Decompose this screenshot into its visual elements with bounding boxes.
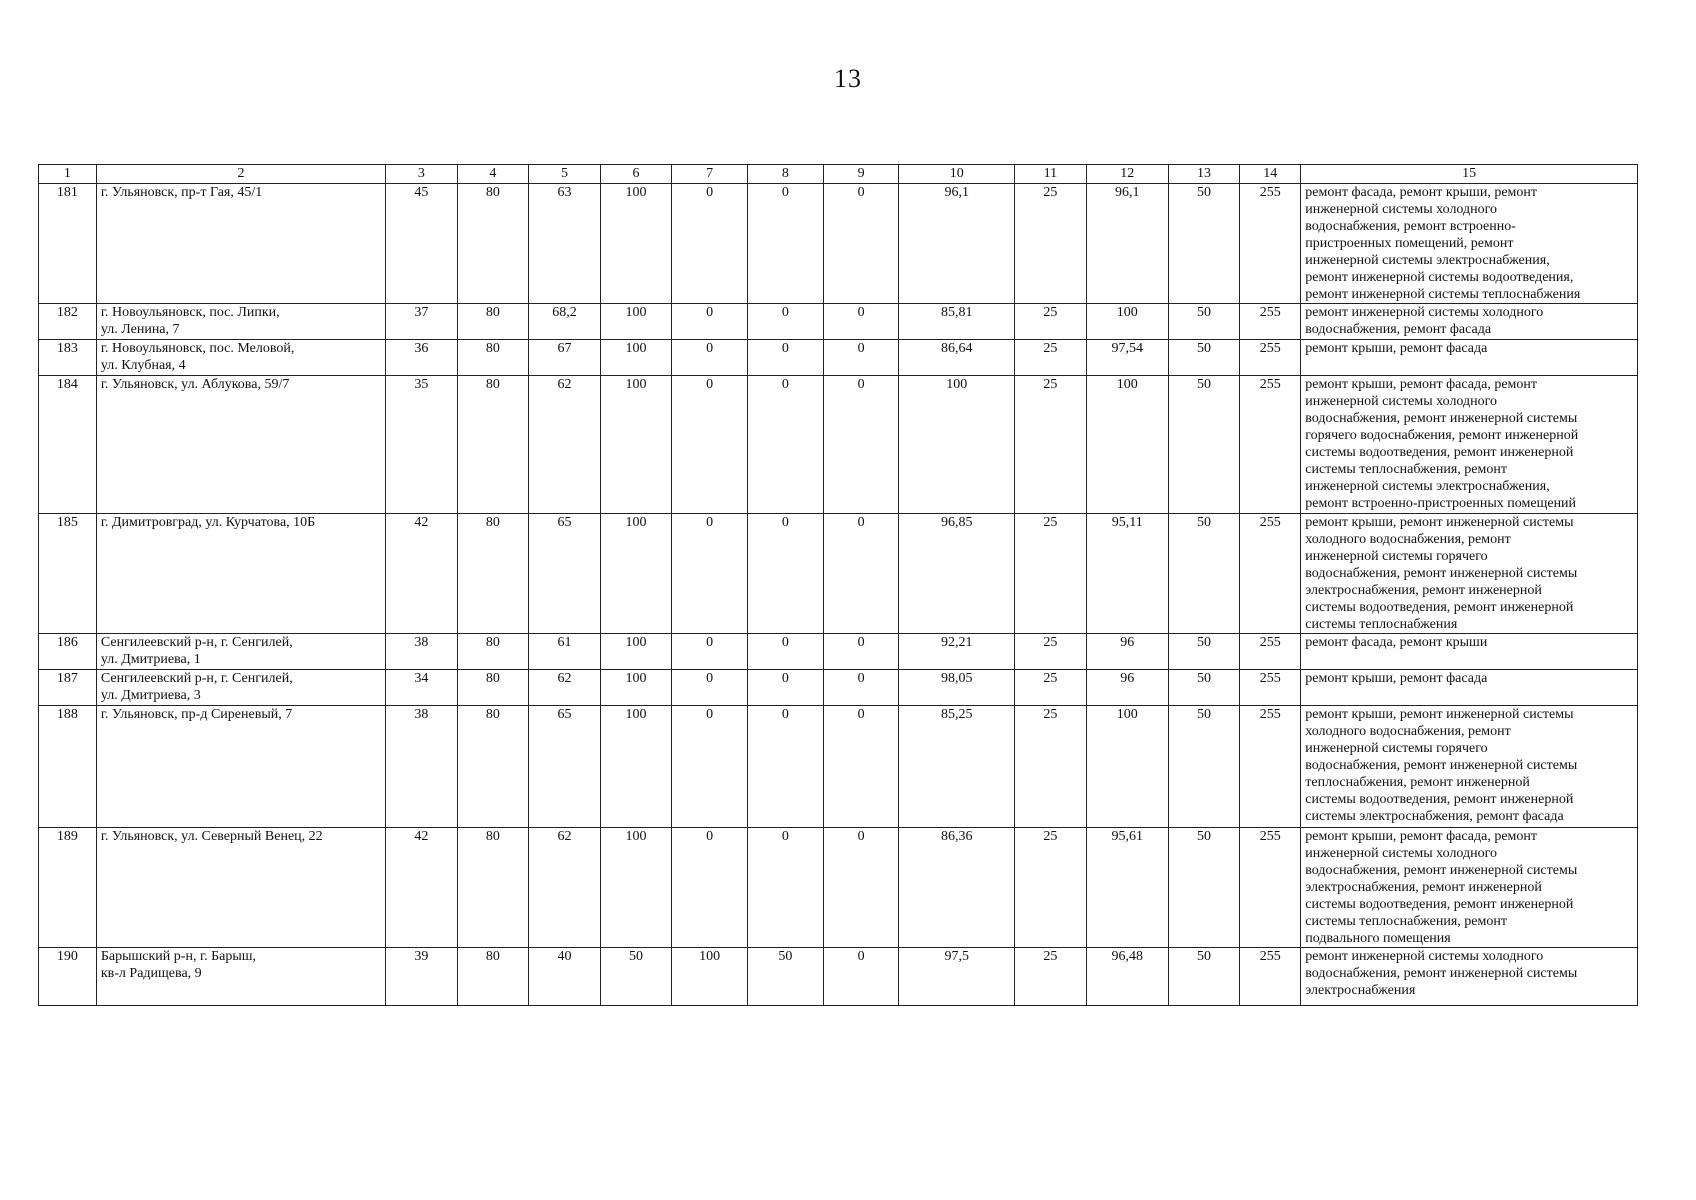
- value-cell-c10: 92,21: [899, 634, 1015, 670]
- value-cell-c10: 98,05: [899, 670, 1015, 706]
- value-cell-c13: 50: [1168, 634, 1240, 670]
- value-cell-c8: 0: [747, 634, 823, 670]
- row-number: 181: [39, 184, 97, 304]
- value-cell-c5: 62: [529, 828, 601, 948]
- works-line: теплоснабжения, ремонт инженерной: [1305, 775, 1530, 790]
- value-cell-c12: 96,1: [1086, 184, 1168, 304]
- row-number: 188: [39, 706, 97, 828]
- table-row: [39, 184, 1638, 304]
- works-line: водоснабжения, ремонт встроенно-: [1305, 219, 1516, 234]
- value-cell-c6: 100: [600, 304, 672, 340]
- value-cell-c4: 80: [457, 376, 529, 514]
- value-cell-c8: 0: [747, 514, 823, 634]
- value-cell-c7: 0: [672, 376, 748, 514]
- table-row: [39, 828, 1638, 948]
- column-header-8: 8: [747, 165, 823, 184]
- value-cell-c4: 80: [457, 304, 529, 340]
- value-cell-c7: 0: [672, 828, 748, 948]
- works-line: системы теплоснабжения, ремонт: [1305, 914, 1507, 929]
- value-cell-c7: 0: [672, 706, 748, 828]
- column-header-15: 15: [1301, 165, 1638, 184]
- value-cell-c6: 50: [600, 948, 672, 1006]
- value-cell-c10: 86,36: [899, 828, 1015, 948]
- value-cell-c11: 25: [1015, 948, 1087, 1006]
- value-cell-c8: 0: [747, 376, 823, 514]
- column-header-10: 10: [899, 165, 1015, 184]
- value-cell-c9: 0: [823, 340, 899, 376]
- column-header-4: 4: [457, 165, 529, 184]
- value-cell-c13: 50: [1168, 376, 1240, 514]
- address-line: Сенгилеевский р-н, г. Сенгилей,: [100, 635, 293, 650]
- address-line: ул. Дмитриева, 1: [100, 652, 201, 667]
- address-line: ул. Ленина, 7: [100, 322, 180, 337]
- value-cell-c8: 50: [747, 948, 823, 1006]
- value-cell-c10: 85,81: [899, 304, 1015, 340]
- value-cell-c10: 97,5: [899, 948, 1015, 1006]
- address-cell: [96, 828, 385, 948]
- works-line: системы теплоснабжения: [1305, 617, 1458, 632]
- row-number: 183: [39, 340, 97, 376]
- works-cell: [1301, 948, 1638, 1006]
- works-cell: [1301, 304, 1638, 340]
- value-cell-c11: 25: [1015, 828, 1087, 948]
- value-cell-c13: 50: [1168, 304, 1240, 340]
- works-line: ремонт крыши, ремонт фасада: [1305, 671, 1488, 686]
- works-line: ремонт инженерной системы водоотведения,: [1305, 270, 1574, 285]
- value-cell-c13: 50: [1168, 828, 1240, 948]
- works-line: ремонт крыши, ремонт фасада, ремонт: [1305, 377, 1538, 392]
- value-cell-c14: 255: [1240, 184, 1301, 304]
- column-header-5: 5: [529, 165, 601, 184]
- address-line: г. Новоульяновск, пос. Липки,: [100, 305, 280, 320]
- column-header-11: 11: [1015, 165, 1087, 184]
- works-line: ремонт крыши, ремонт инженерной системы: [1305, 515, 1574, 530]
- row-number: 190: [39, 948, 97, 1006]
- address-cell: [96, 706, 385, 828]
- works-line: системы теплоснабжения, ремонт: [1305, 462, 1507, 477]
- repair-table-container: [38, 164, 1638, 1006]
- works-cell: [1301, 828, 1638, 948]
- works-line: ремонт инженерной системы холодного: [1305, 305, 1544, 320]
- works-cell: [1301, 184, 1638, 304]
- value-cell-c5: 63: [529, 184, 601, 304]
- value-cell-c3: 36: [386, 340, 458, 376]
- value-cell-c5: 68,2: [529, 304, 601, 340]
- table-row: [39, 634, 1638, 670]
- row-number: 184: [39, 376, 97, 514]
- address-line: ул. Дмитриева, 3: [100, 688, 201, 703]
- value-cell-c6: 100: [600, 184, 672, 304]
- value-cell-c11: 25: [1015, 304, 1087, 340]
- value-cell-c11: 25: [1015, 340, 1087, 376]
- address-cell: [96, 670, 385, 706]
- works-line: пристроенных помещений, ремонт: [1305, 236, 1514, 251]
- works-line: холодного водоснабжения, ремонт: [1305, 724, 1511, 739]
- value-cell-c9: 0: [823, 514, 899, 634]
- works-cell: [1301, 670, 1638, 706]
- column-header-12: 12: [1086, 165, 1168, 184]
- works-line: системы водоотведения, ремонт инженерной: [1305, 897, 1574, 912]
- works-line: холодного водоснабжения, ремонт: [1305, 532, 1511, 547]
- works-line: ремонт крыши, ремонт фасада, ремонт: [1305, 829, 1538, 844]
- works-line: водоснабжения, ремонт инженерной системы: [1305, 863, 1578, 878]
- table-body: [39, 184, 1638, 1006]
- header-row: [39, 165, 1638, 184]
- value-cell-c7: 0: [672, 670, 748, 706]
- value-cell-c11: 25: [1015, 670, 1087, 706]
- value-cell-c11: 25: [1015, 634, 1087, 670]
- value-cell-c6: 100: [600, 340, 672, 376]
- works-line: водоснабжения, ремонт инженерной системы: [1305, 966, 1578, 981]
- value-cell-c13: 50: [1168, 340, 1240, 376]
- table-row: [39, 670, 1638, 706]
- works-line: ремонт фасада, ремонт крыши, ремонт: [1305, 185, 1538, 200]
- column-header-3: 3: [386, 165, 458, 184]
- column-header-2: 2: [96, 165, 385, 184]
- works-line: инженерной системы холодного: [1305, 394, 1498, 409]
- address-line: Барышский р-н, г. Барыш,: [100, 949, 257, 964]
- works-line: инженерной системы холодного: [1305, 202, 1498, 217]
- value-cell-c4: 80: [457, 340, 529, 376]
- works-line: ремонт инженерной системы теплоснабжения: [1305, 287, 1581, 302]
- value-cell-c13: 50: [1168, 514, 1240, 634]
- value-cell-c14: 255: [1240, 828, 1301, 948]
- address-cell: [96, 376, 385, 514]
- works-line: электроснабжения, ремонт инженерной: [1305, 880, 1542, 895]
- works-line: электроснабжения, ремонт инженерной: [1305, 583, 1542, 598]
- value-cell-c7: 0: [672, 304, 748, 340]
- value-cell-c3: 37: [386, 304, 458, 340]
- works-line: инженерной системы холодного: [1305, 846, 1498, 861]
- value-cell-c10: 96,1: [899, 184, 1015, 304]
- works-line: инженерной системы электроснабжения,: [1305, 479, 1550, 494]
- value-cell-c5: 62: [529, 670, 601, 706]
- value-cell-c12: 96,48: [1086, 948, 1168, 1006]
- value-cell-c12: 96: [1086, 670, 1168, 706]
- value-cell-c6: 100: [600, 376, 672, 514]
- works-line: водоснабжения, ремонт инженерной системы: [1305, 758, 1578, 773]
- address-line: г. Ульяновск, ул. Аблукова, 59/7: [100, 377, 290, 392]
- row-number: 189: [39, 828, 97, 948]
- value-cell-c8: 0: [747, 828, 823, 948]
- works-line: электроснабжения: [1305, 983, 1416, 998]
- address-cell: [96, 184, 385, 304]
- works-line: системы электроснабжения, ремонт фасада: [1305, 809, 1564, 824]
- value-cell-c9: 0: [823, 304, 899, 340]
- value-cell-c7: 0: [672, 514, 748, 634]
- column-header-14: 14: [1240, 165, 1301, 184]
- value-cell-c6: 100: [600, 514, 672, 634]
- works-line: водоснабжения, ремонт инженерной системы: [1305, 566, 1578, 581]
- value-cell-c13: 50: [1168, 948, 1240, 1006]
- value-cell-c12: 100: [1086, 304, 1168, 340]
- value-cell-c9: 0: [823, 948, 899, 1006]
- row-number: 182: [39, 304, 97, 340]
- address-line: г. Ульяновск, пр-т Гая, 45/1: [100, 185, 263, 200]
- value-cell-c4: 80: [457, 828, 529, 948]
- value-cell-c13: 50: [1168, 706, 1240, 828]
- works-line: системы водоотведения, ремонт инженерной: [1305, 792, 1574, 807]
- value-cell-c4: 80: [457, 514, 529, 634]
- value-cell-c12: 100: [1086, 376, 1168, 514]
- value-cell-c14: 255: [1240, 706, 1301, 828]
- value-cell-c3: 45: [386, 184, 458, 304]
- value-cell-c9: 0: [823, 670, 899, 706]
- value-cell-c14: 255: [1240, 948, 1301, 1006]
- works-line: ремонт крыши, ремонт инженерной системы: [1305, 707, 1574, 722]
- works-line: водоснабжения, ремонт инженерной системы: [1305, 411, 1578, 426]
- works-line: ремонт крыши, ремонт фасада: [1305, 341, 1488, 356]
- address-line: г. Ульяновск, ул. Северный Венец, 22: [100, 829, 323, 844]
- works-line: системы водоотведения, ремонт инженерной: [1305, 445, 1574, 460]
- value-cell-c3: 34: [386, 670, 458, 706]
- address-line: г. Ульяновск, пр-д Сиреневый, 7: [100, 707, 293, 722]
- address-line: г. Димитровград, ул. Курчатова, 10Б: [100, 515, 316, 530]
- column-header-13: 13: [1168, 165, 1240, 184]
- value-cell-c3: 42: [386, 828, 458, 948]
- works-line: подвального помещения: [1305, 931, 1451, 946]
- value-cell-c4: 80: [457, 706, 529, 828]
- works-cell: [1301, 634, 1638, 670]
- table-row: [39, 340, 1638, 376]
- value-cell-c9: 0: [823, 184, 899, 304]
- value-cell-c5: 67: [529, 340, 601, 376]
- column-header-6: 6: [600, 165, 672, 184]
- works-line: системы водоотведения, ремонт инженерной: [1305, 600, 1574, 615]
- table-row: [39, 948, 1638, 1006]
- works-cell: [1301, 706, 1638, 828]
- value-cell-c3: 38: [386, 706, 458, 828]
- value-cell-c11: 25: [1015, 184, 1087, 304]
- works-line: ремонт инженерной системы холодного: [1305, 949, 1544, 964]
- address-line: Сенгилеевский р-н, г. Сенгилей,: [100, 671, 293, 686]
- value-cell-c9: 0: [823, 634, 899, 670]
- column-header-9: 9: [823, 165, 899, 184]
- works-line: ремонт встроенно-пристроенных помещений: [1305, 496, 1577, 511]
- address-cell: [96, 634, 385, 670]
- value-cell-c6: 100: [600, 706, 672, 828]
- works-cell: [1301, 376, 1638, 514]
- value-cell-c14: 255: [1240, 634, 1301, 670]
- address-line: г. Новоульяновск, пос. Меловой,: [100, 341, 295, 356]
- table-row: [39, 706, 1638, 828]
- value-cell-c11: 25: [1015, 514, 1087, 634]
- value-cell-c10: 96,85: [899, 514, 1015, 634]
- value-cell-c10: 85,25: [899, 706, 1015, 828]
- value-cell-c14: 255: [1240, 304, 1301, 340]
- value-cell-c8: 0: [747, 340, 823, 376]
- address-line: ул. Клубная, 4: [100, 358, 186, 373]
- row-number: 187: [39, 670, 97, 706]
- value-cell-c14: 255: [1240, 376, 1301, 514]
- works-cell: [1301, 340, 1638, 376]
- value-cell-c11: 25: [1015, 376, 1087, 514]
- value-cell-c10: 100: [899, 376, 1015, 514]
- works-line: инженерной системы горячего: [1305, 741, 1488, 756]
- page-number: 13: [834, 64, 862, 93]
- value-cell-c13: 50: [1168, 184, 1240, 304]
- works-line: ремонт фасада, ремонт крыши: [1305, 635, 1488, 650]
- value-cell-c3: 38: [386, 634, 458, 670]
- value-cell-c4: 80: [457, 948, 529, 1006]
- works-line: инженерной системы электроснабжения,: [1305, 253, 1550, 268]
- value-cell-c8: 0: [747, 706, 823, 828]
- value-cell-c4: 80: [457, 634, 529, 670]
- value-cell-c14: 255: [1240, 514, 1301, 634]
- value-cell-c9: 0: [823, 828, 899, 948]
- address-line: кв-л Радищева, 9: [100, 966, 202, 981]
- row-number: 185: [39, 514, 97, 634]
- table-row: [39, 514, 1638, 634]
- value-cell-c11: 25: [1015, 706, 1087, 828]
- value-cell-c6: 100: [600, 828, 672, 948]
- value-cell-c5: 40: [529, 948, 601, 1006]
- value-cell-c12: 96: [1086, 634, 1168, 670]
- value-cell-c12: 95,61: [1086, 828, 1168, 948]
- value-cell-c12: 100: [1086, 706, 1168, 828]
- value-cell-c3: 39: [386, 948, 458, 1006]
- value-cell-c7: 0: [672, 340, 748, 376]
- works-cell: [1301, 514, 1638, 634]
- table-row: [39, 376, 1638, 514]
- value-cell-c5: 61: [529, 634, 601, 670]
- value-cell-c3: 42: [386, 514, 458, 634]
- table-row: [39, 304, 1638, 340]
- value-cell-c12: 95,11: [1086, 514, 1168, 634]
- value-cell-c14: 255: [1240, 340, 1301, 376]
- value-cell-c7: 0: [672, 184, 748, 304]
- value-cell-c7: 0: [672, 634, 748, 670]
- value-cell-c4: 80: [457, 670, 529, 706]
- works-line: водоснабжения, ремонт фасада: [1305, 322, 1492, 337]
- value-cell-c4: 80: [457, 184, 529, 304]
- value-cell-c7: 100: [672, 948, 748, 1006]
- value-cell-c5: 65: [529, 514, 601, 634]
- value-cell-c5: 65: [529, 706, 601, 828]
- value-cell-c9: 0: [823, 706, 899, 828]
- value-cell-c13: 50: [1168, 670, 1240, 706]
- value-cell-c6: 100: [600, 634, 672, 670]
- value-cell-c8: 0: [747, 184, 823, 304]
- column-header-1: 1: [39, 165, 97, 184]
- value-cell-c3: 35: [386, 376, 458, 514]
- value-cell-c14: 255: [1240, 670, 1301, 706]
- works-line: горячего водоснабжения, ремонт инженерной: [1305, 428, 1579, 443]
- value-cell-c12: 97,54: [1086, 340, 1168, 376]
- column-header-7: 7: [672, 165, 748, 184]
- repair-table: [38, 164, 1638, 1006]
- address-cell: [96, 304, 385, 340]
- address-cell: [96, 514, 385, 634]
- address-cell: [96, 948, 385, 1006]
- works-line: инженерной системы горячего: [1305, 549, 1488, 564]
- value-cell-c5: 62: [529, 376, 601, 514]
- value-cell-c8: 0: [747, 304, 823, 340]
- value-cell-c8: 0: [747, 670, 823, 706]
- value-cell-c6: 100: [600, 670, 672, 706]
- value-cell-c10: 86,64: [899, 340, 1015, 376]
- address-cell: [96, 340, 385, 376]
- row-number: 186: [39, 634, 97, 670]
- value-cell-c9: 0: [823, 376, 899, 514]
